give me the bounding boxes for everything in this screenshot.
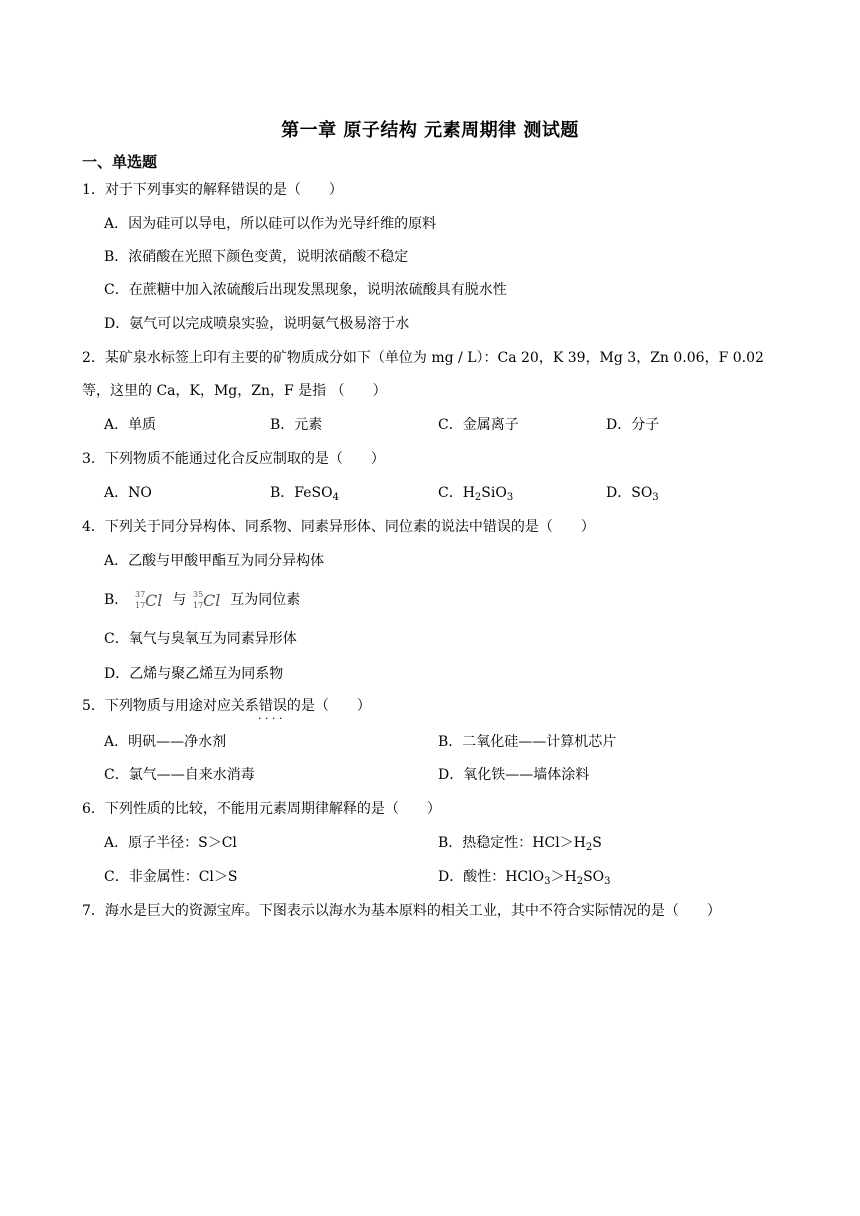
question-6-option-b: [438, 833, 602, 858]
option-c-text: C．H: [438, 485, 475, 501]
question-2-stem-line1: 2．某矿泉水标签上印有主要的矿物质成分如下（单位为 mg / L）：Ca 20，K 39，Mg 3，Zn 0.06，F 0.02: [82, 350, 764, 366]
question-3-option-d: [606, 483, 659, 508]
option-b-text: B．热稳定性：HCl＞H: [438, 835, 586, 851]
question-5-option-b: B．二氧化硅——计算机芯片: [438, 734, 617, 750]
question-4-option-c: C．氧气与臭氧互为同素异形体: [104, 631, 297, 647]
iso2-number: 17: [193, 601, 204, 610]
question-2-options: [0, 415, 860, 435]
option-d-text: D．酸性：HClO: [438, 869, 545, 885]
option-b-and: 与: [172, 592, 187, 608]
iso1-mass: 37: [135, 590, 146, 599]
question-4-option-a: A．乙酸与甲酸甲酯互为同分异构体: [104, 553, 325, 569]
question-6-options-row2: [0, 867, 860, 887]
question-4-stem: 4．下列关于同分异构体、同系物、同素异形体、同位素的说法中错误的是（ ）: [82, 519, 595, 535]
question-2-option-c: C．金属离子: [438, 417, 519, 433]
option-d-text: D．SO: [606, 485, 653, 501]
section-heading: 一、单选题: [82, 153, 158, 171]
question-3-stem: 3．下列物质不能通过化合反应制取的是（ ）: [82, 451, 385, 467]
question-6-options-row1: [0, 833, 860, 853]
question-6-option-d: [438, 867, 611, 892]
question-3-option-c: [438, 483, 513, 508]
question-5-stem-pre: 5．下列物质与用途对应关系: [82, 698, 259, 714]
iso2-mass: 35: [193, 590, 204, 599]
question-1-option-b: B．浓硝酸在光照下颜色变黄，说明浓硝酸不稳定: [104, 249, 409, 265]
question-5-stem: [82, 696, 371, 716]
question-6-option-c: C．非金属性：Cl＞S: [104, 869, 238, 885]
option-d-text-mid: ＞H: [550, 869, 577, 885]
question-1-stem: 1．对于下列事实的解释错误的是（ ）: [82, 182, 343, 198]
question-5-option-d: D．氧化铁——墙体涂料: [438, 767, 590, 783]
question-2-option-b: B．元素: [270, 417, 323, 433]
question-6-option-a: A．原子半径：S＞Cl: [104, 835, 237, 851]
question-5-options-row1: [0, 732, 860, 752]
question-1-option-c: C．在蔗糖中加入浓硫酸后出现发黑现象，说明浓硫酸具有脱水性: [104, 282, 507, 298]
option-b-text: 互为同位素: [230, 592, 301, 608]
question-5-options-row2: [0, 765, 860, 785]
subscript: 3: [652, 492, 659, 503]
question-2-option-d: D．分子: [606, 417, 660, 433]
question-5-option-a: A．明矾——净水剂: [104, 734, 227, 750]
subscript: 2: [576, 876, 584, 887]
question-7-stem: 7．海水是巨大的资源宝库。下图表示以海水为基本原料的相关工业，其中不符合实际情况的是（ ）: [82, 903, 721, 919]
iso1-symbol: Cl: [145, 591, 163, 610]
option-b-label: B．: [104, 592, 129, 608]
page-title: 第一章 原子结构 元素周期律 测试题: [281, 120, 579, 141]
question-5-stem-post: 是（ ）: [300, 698, 371, 714]
option-c-text-mid: SiO: [481, 485, 507, 501]
question-3-option-b: [270, 483, 339, 508]
question-2-stem-line2: 等，这里的 Ca，K，Mg，Zn，F 是指 （ ）: [82, 383, 387, 399]
iso2-symbol: Cl: [203, 591, 221, 610]
subscript: 3: [544, 876, 551, 887]
question-3-options: [0, 483, 860, 503]
question-1-option-a: A．因为硅可以导电，所以硅可以作为光导纤维的原料: [104, 216, 437, 232]
chlorine-35-isotope-icon: [192, 588, 224, 612]
subscript: 2: [585, 842, 593, 853]
question-2-option-a: A．单质: [104, 417, 157, 433]
question-5-stem-emphasis: 错误的 · ·: [259, 698, 301, 714]
subscript: 3: [506, 492, 514, 503]
option-d-text-mid2: SO: [583, 869, 605, 885]
question-4-option-b: [104, 588, 300, 612]
question-5-option-c: C．氯气——自来水消毒: [104, 767, 255, 783]
question-1-option-d: D．氨气可以完成喷泉实验，说明氨气极易溶于水: [104, 316, 410, 332]
question-6-stem: 6．下列性质的比较，不能用元素周期律解释的是（ ）: [82, 801, 441, 817]
question-4-option-d: D．乙烯与聚乙烯互为同系物: [104, 666, 284, 682]
subscript: 3: [604, 876, 611, 887]
chlorine-37-isotope-icon: [134, 588, 166, 612]
iso1-number: 17: [135, 601, 146, 610]
subscript: 2: [474, 492, 482, 503]
question-3-option-a: A．NO: [104, 485, 152, 501]
subscript: 4: [332, 492, 339, 503]
option-b-text-post: S: [592, 835, 602, 851]
option-b-text: B．FeSO: [270, 485, 333, 501]
